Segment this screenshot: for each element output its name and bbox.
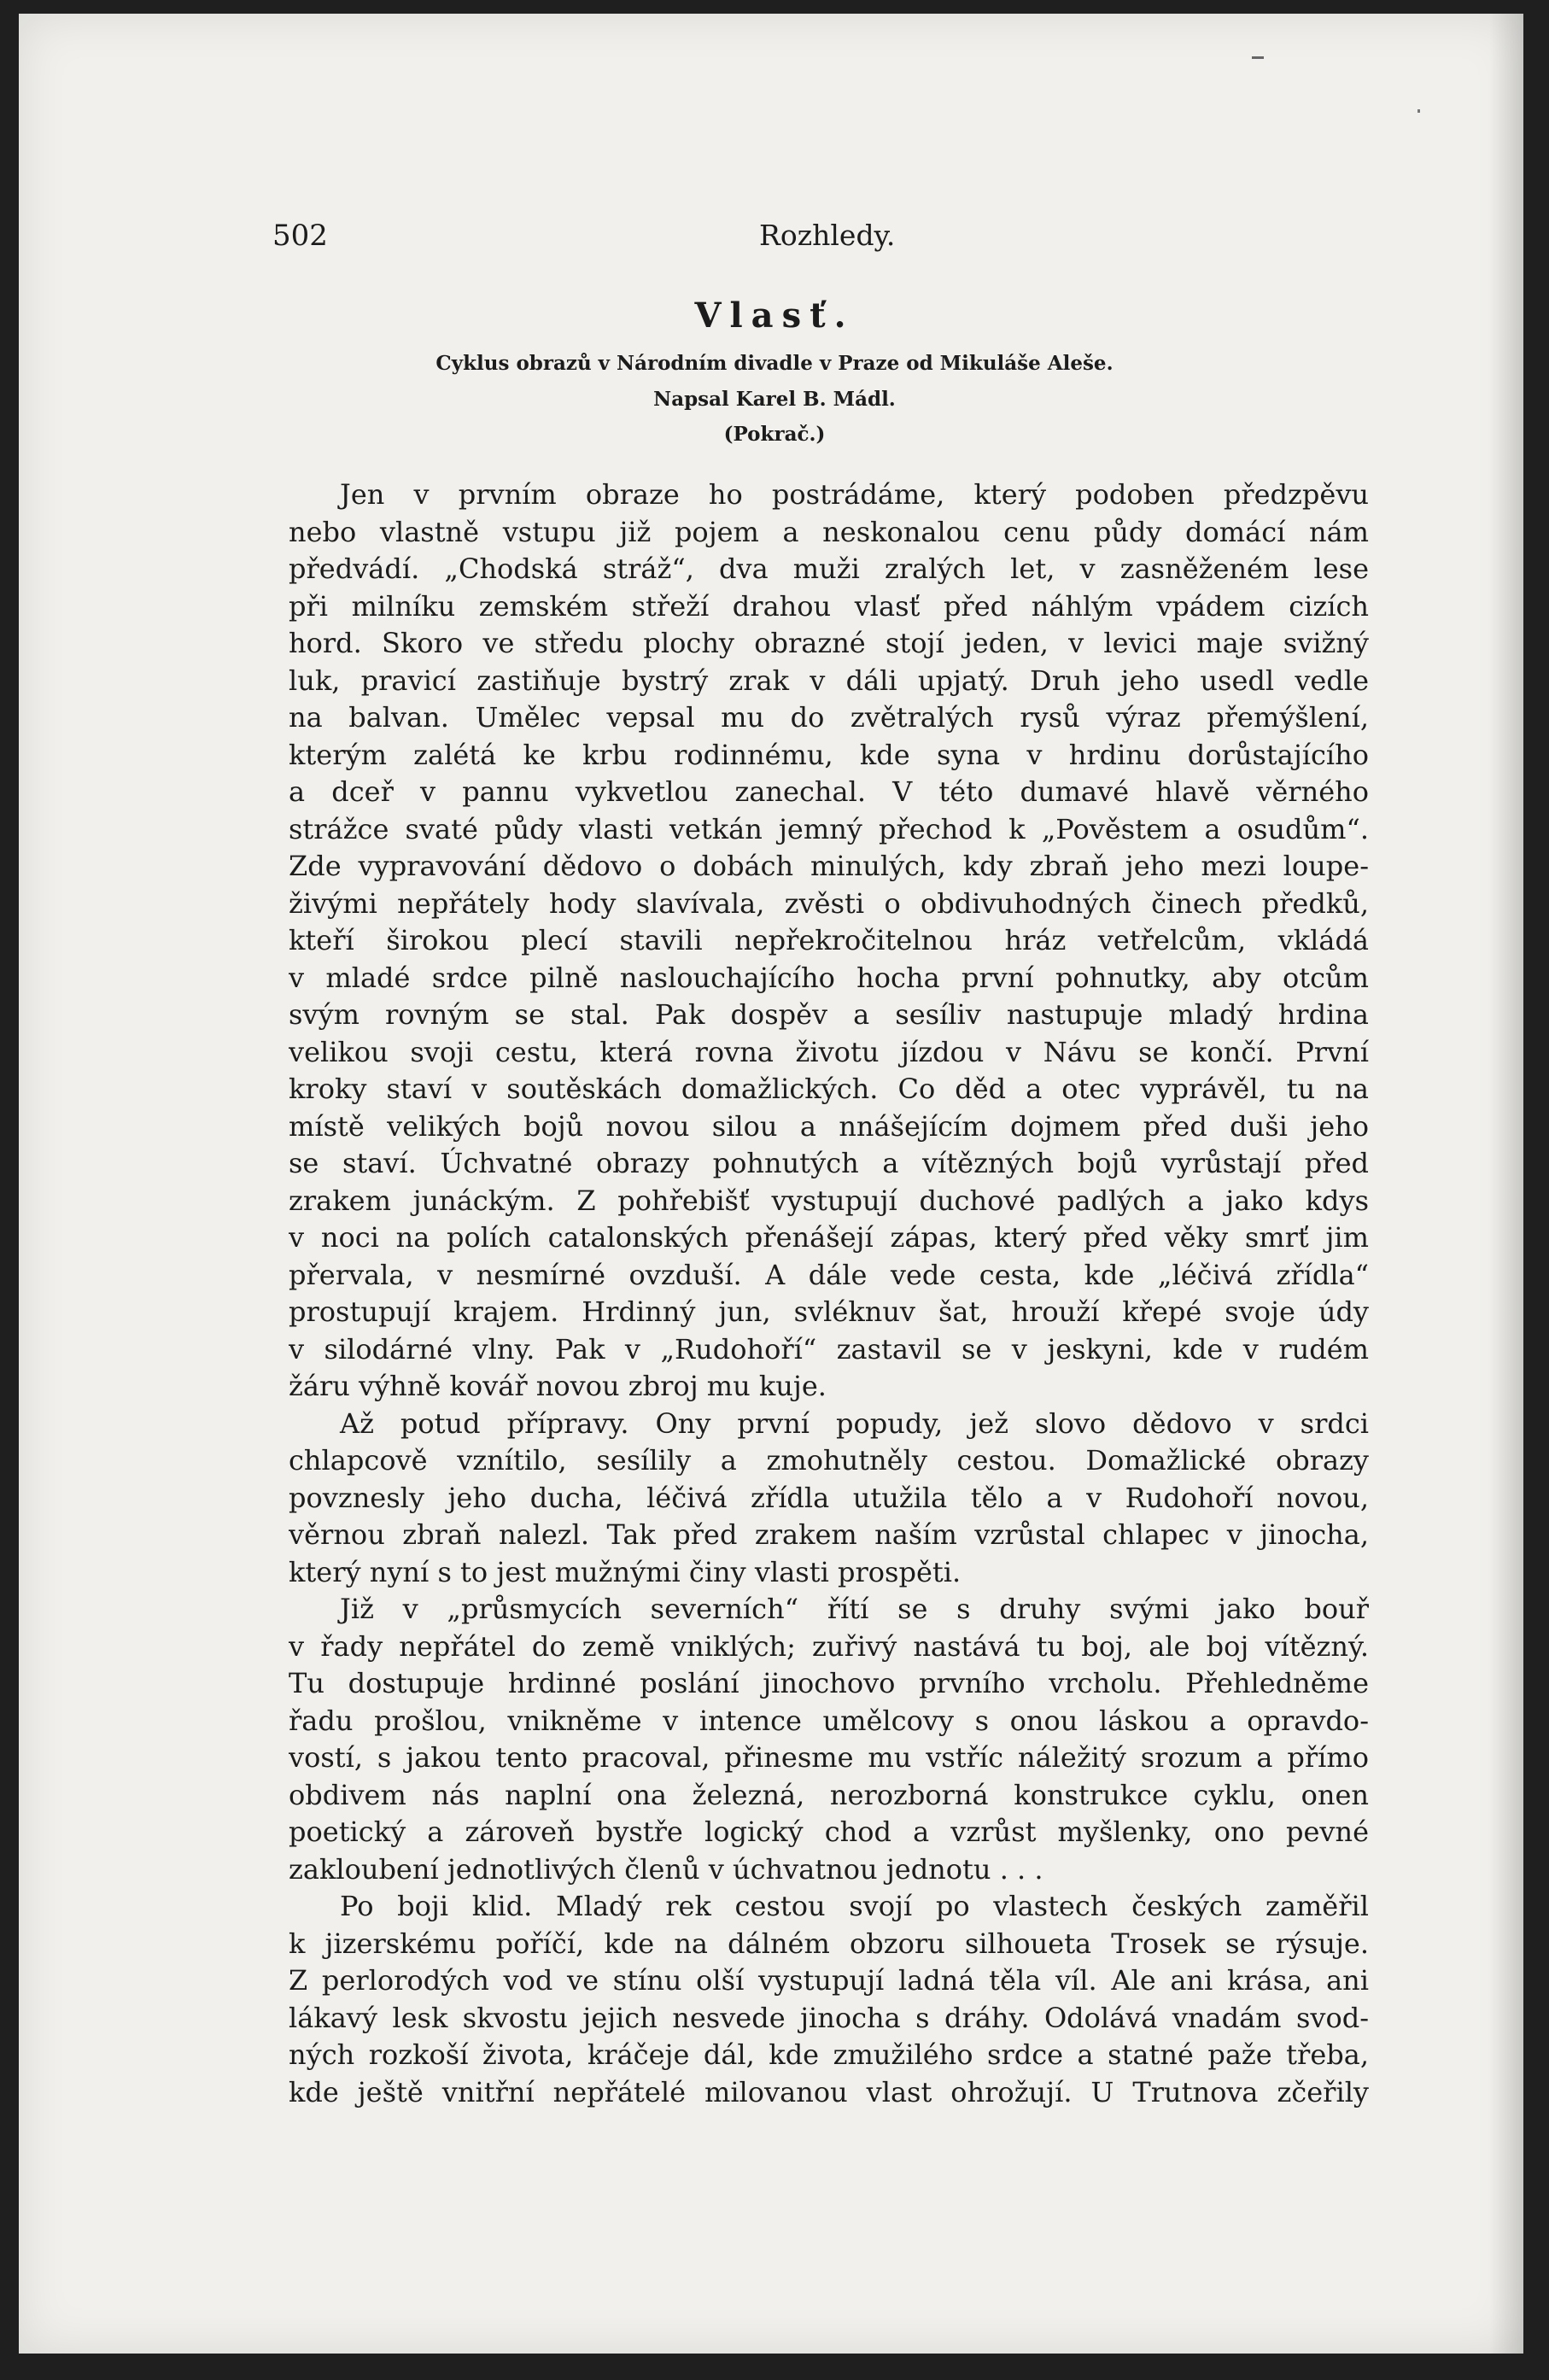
text-line: živými nepřátely hody slavívala, zvěsti o obdivuhodných činech předků, (289, 886, 1369, 920)
text-line: kde ještě vnitřní nepřátelé milovanou vlast ohrožují. U Trutnova zčeřily (289, 2075, 1369, 2108)
text-line: hord. Skoro ve středu plochy obrazné stojí jeden, v levici maje svižný (289, 627, 1369, 659)
text-line: prostupují krajem. Hrdinný jun, svléknuv šat, hrouží křepé svoje údy (289, 1295, 1369, 1328)
text-line: kteří širokou plecí stavili nepřekročitelnou hráz vetřelcům, vkládá (289, 924, 1369, 956)
text-line: Z perlorodých vod ve stínu olší vystupují ladná těla víl. Ale ani krása, ani (289, 1964, 1369, 1997)
text-line: Již v „průsmycích severních“ řítí se s druhy svými jako bouř (340, 1593, 1369, 1625)
text-line: poetický a zároveň bystře logický chod a vzrůst myšlenky, ono pevné (289, 1816, 1369, 1848)
text-line: lákavý lesk skvostu jejich nesvede jinocha s dráhy. Odolává vnadám svod- (289, 2001, 1369, 2034)
text-line: předvádí. „Chodská stráž“, dva muži zralých let, v zasněženém lese (289, 553, 1369, 585)
text-line: řadu prošlou, vnikněme v intence umělcovy s onou láskou a opravdo- (289, 1704, 1369, 1737)
text-line: velikou svoji cestu, která rovna životu jízdou v Návu se končí. První (289, 1035, 1369, 1068)
text-line: svým rovným se stal. Pak dospěv a sesíliv nastupuje mladý hrdina (289, 998, 1369, 1031)
article-title: Vlasť. (694, 295, 855, 336)
text-line: zrakem junáckým. Z pohřebišť vystupují duchové padlých a jako kdys (289, 1184, 1369, 1217)
text-line: kroky staví v soutěskách domažlických. Co děd a otec vyprávěl, tu na (289, 1073, 1369, 1105)
text-line: přervala, v nesmírné ovzduší. A dále vede cesta, kde „léčivá zřídla“ (289, 1258, 1369, 1291)
text-line: zakloubení jednotlivých členů v úchvatnou jednotu . . . (289, 1852, 1043, 1886)
dust-speck (1252, 56, 1264, 59)
text-line: vostí, s jakou tento pracoval, přinesme mu vstříc náležitý srozum a přímo (289, 1741, 1369, 1774)
page-header (272, 219, 1374, 253)
article-body (289, 477, 1369, 2111)
text-line: nebo vlastně vstupu již pojem a neskonalou cenu půdy domácí nám (289, 515, 1369, 548)
text-line: kterým zalétá ke krbu rodinnému, kde syna v hrdinu dorůstajícího (289, 738, 1369, 771)
text-line: strážce svaté půdy vlasti vetkán jemný přechod k „Pověstem a osudům“. (289, 812, 1369, 845)
continuation-note: (Pokrač.) (723, 423, 826, 446)
text-line: Jen v prvním obraze ho postrádáme, který podoben předzpěvu (340, 478, 1369, 511)
text-line: v mladé srdce pilně naslouchajícího hocha první pohnutky, aby otcům (289, 961, 1369, 994)
text-line: v silodárné vlny. Pak v „Rudohoří“ zastavil se v jeskyni, kde v rudém (289, 1332, 1369, 1365)
article-author: Napsal Karel B. Mádl. (653, 388, 896, 411)
text-line: Až potud přípravy. Ony první popudy, jež slovo dědovo v srdci (340, 1406, 1369, 1440)
dust-speck (1417, 109, 1420, 113)
text-line: Po boji klid. Mladý rek cestou svojí po vlastech českých zaměřil (340, 1890, 1369, 1922)
text-line: ných rozkoší života, kráčeje dál, kde zmužilého srdce a statné paže třeba, (289, 2038, 1369, 2071)
text-line: místě velikých bojů novou silou a nnášejícím dojmem před duši jeho (289, 1109, 1369, 1143)
text-line: věrnou zbraň nalezl. Tak před zrakem naším vzrůstal chlapec v jinocha, (289, 1518, 1369, 1551)
text-line: žáru výhně kovář novou zbroj mu kuje. (289, 1370, 827, 1402)
text-line: který nyní s to jest mužnými činy vlasti prospěti. (289, 1555, 962, 1588)
text-line: luk, pravicí zastiňuje bystrý zrak v dáli upjatý. Druh jeho usedl vedle (289, 664, 1369, 697)
text-line: Tu dostupuje hrdinné poslání jinochovo prvního vrcholu. Přehledněme (289, 1667, 1369, 1699)
text-line: na balvan. Umělec vepsal mu do zvětralých rysů výraz přemýšlení, (289, 701, 1369, 734)
page-number: 502 (272, 219, 328, 253)
text-line: v noci na polích catalonských přenášejí zápas, který před věky smrť jim (289, 1221, 1369, 1254)
text-line: se staví. Úchvatné obrazy pohnutých a vítězných bojů vyrůstají před (289, 1147, 1369, 1179)
article-subtitle: Cyklus obrazů v Národním divadle v Praze od Mikuláše Aleše. (435, 352, 1114, 375)
text-line: povznesly jeho ducha, léčivá zřídla utužila tělo a v Rudohoří novou, (289, 1481, 1369, 1514)
text-line: při milníku zemském střeží drahou vlasť před náhlým vpádem cizích (289, 589, 1369, 623)
text-line: a dceř v pannu vykvetlou zanechal. V této dumavé hlavě věrného (289, 775, 1369, 808)
text-line: k jizerskému poříčí, kde na dálném obzoru silhoueta Trosek se rýsuje. (289, 1927, 1369, 1960)
text-line: v řady nepřátel do země vniklých; zuřivý nastává tu boj, ale boj vítězný. (289, 1629, 1369, 1663)
running-head: Rozhledy. (759, 219, 896, 252)
text-line: obdivem nás naplní ona železná, nerozborná konstrukce cyklu, onen (289, 1778, 1369, 1811)
text-line: Zde vypravování dědovo o dobách minulých, kdy zbraň jeho mezi loupe- (289, 850, 1369, 882)
text-line: chlapcově vznítilo, sesílily a zmohutněly cestou. Domažlické obrazy (289, 1444, 1369, 1477)
